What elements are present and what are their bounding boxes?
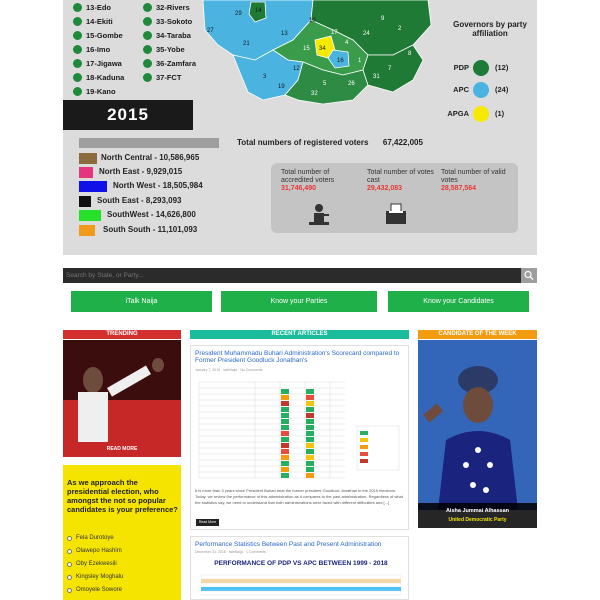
total-voters-label <box>237 138 423 147</box>
candidate-image[interactable] <box>418 340 537 510</box>
election-year: 2015 <box>107 105 149 124</box>
state-label: 14-Ekiti <box>86 17 113 26</box>
candidate-name: Aisha Jummai Alhassan <box>445 508 510 514</box>
year-banner <box>63 100 193 130</box>
state-label: 16-Imo <box>86 45 111 54</box>
read-more-button[interactable]: READ MORE <box>102 445 142 454</box>
poll-option-label: Omoyele Sowore <box>76 587 123 593</box>
search-bar <box>63 268 537 283</box>
poll-option-label: Kingsley Moghalu <box>76 574 124 580</box>
state-label: 17-Jigawa <box>86 59 122 68</box>
stat-value: 31,746,490 <box>281 185 317 192</box>
state-dot <box>73 59 82 68</box>
map-number: 26 <box>348 81 355 87</box>
article-excerpt: It is more than 3 years since President Buhari beat the former president Goodluck Jonathan in the 2015 elections. Today, we review the performance of this administration as it compares to the past administration. Regardless of what the statistics say, we need to understand that both administrations were faced with different difficulties and [...] <box>195 488 403 505</box>
party-count: (12) <box>495 63 509 72</box>
stat-votes-cast <box>367 169 447 193</box>
map-number: 16 <box>337 58 344 64</box>
radio-icon[interactable] <box>67 588 72 593</box>
article-meta: January 7, 2019 · iwieNaija · No Comments <box>195 368 263 372</box>
nav-know-your-parties-button[interactable]: Know your Parties <box>221 291 377 312</box>
performance-table-image <box>201 569 401 599</box>
poll-option-label: Olawepo Hashim <box>76 548 122 554</box>
party-count: (24) <box>495 85 509 94</box>
state-dot <box>143 17 152 26</box>
state-dot <box>143 31 152 40</box>
map-number: 17 <box>331 30 338 36</box>
trending-photo <box>63 340 181 457</box>
governor-party-apc <box>443 82 537 98</box>
governors-title: Governors by party affiliation <box>453 20 527 38</box>
state-label: 34-Taraba <box>156 31 191 40</box>
map-number: 2 <box>398 26 402 32</box>
region-swatch <box>79 196 91 207</box>
region-label: North East - 9,929,015 <box>99 167 183 176</box>
map-number: 1 <box>358 58 362 64</box>
performance-table-title: PERFORMANCE OF PDP VS APC BETWEEN 1999 - 2018 <box>214 560 388 567</box>
governor-party-pdp <box>443 60 537 76</box>
candidate-party: United Democratic Party <box>448 517 507 523</box>
article-card <box>190 536 409 600</box>
article-card <box>190 345 409 530</box>
region-swatch <box>79 210 101 221</box>
election-infographic <box>63 0 537 255</box>
map-number: 24 <box>363 31 370 37</box>
poll-card <box>63 465 181 600</box>
vote-stats-box <box>271 163 518 233</box>
radio-icon[interactable] <box>67 562 72 567</box>
state-dot <box>143 59 152 68</box>
nigeria-map <box>193 0 433 105</box>
state-dot <box>73 3 82 12</box>
map-number: 31 <box>373 74 380 80</box>
stat-label: Total number of votes cast <box>367 169 434 184</box>
article-title-link[interactable]: President Muhammadu Buhari Administration's Scorecard compared to Former President Goodluck Jonathan's <box>195 350 400 364</box>
radio-icon[interactable] <box>67 575 72 580</box>
poll-option-label: Fela Durotoye <box>76 535 114 541</box>
state-dot <box>73 45 82 54</box>
map-number: 21 <box>243 41 250 47</box>
map-number: 5 <box>323 81 327 87</box>
stat-label: Total number of valid votes <box>441 169 506 184</box>
region-label: North West - 18,505,984 <box>113 181 203 190</box>
map-number: 34 <box>319 46 326 52</box>
state-dot <box>73 17 82 26</box>
poll-option-label: Oby Ezekwesili <box>76 561 117 567</box>
total-voters-bar <box>79 138 219 148</box>
region-label: North Central - 10,586,965 <box>101 153 200 162</box>
stat-label: Total number of accredited voters <box>281 169 335 184</box>
state-dot <box>73 87 82 96</box>
article-meta: December 31, 2018 · iwieNaija · 1 Comments <box>195 550 266 554</box>
map-number: 19 <box>278 84 285 90</box>
state-label: 15-Gombe <box>86 31 123 40</box>
poll-question: As we approach the presidential election, who amongst the not so popular candidates is your preference? <box>67 478 178 514</box>
article-title-link[interactable]: Performance Statistics Between Past and Present Administration <box>195 541 382 548</box>
state-label: 36-Zamfara <box>156 59 197 68</box>
search-button[interactable] <box>521 268 537 283</box>
scorecard-table-image <box>195 376 405 486</box>
recent-articles-header: RECENT ARTICLES <box>190 330 409 339</box>
region-swatch <box>79 167 93 178</box>
region-label: SouthWest - 14,626,800 <box>107 210 196 219</box>
map-number: 4 <box>345 40 349 46</box>
read-more-button[interactable]: Read More <box>196 519 219 526</box>
state-dot <box>143 45 152 54</box>
stat-valid-votes <box>441 169 521 193</box>
search-input[interactable] <box>63 268 519 283</box>
map-number: 7 <box>388 66 392 72</box>
radio-icon[interactable] <box>67 536 72 541</box>
state-label: 37-FCT <box>156 73 182 82</box>
region-swatch <box>79 225 95 236</box>
ballot-box-icon <box>383 201 409 227</box>
state-dot <box>143 73 152 82</box>
map-number: 8 <box>408 51 412 57</box>
state-label: 35-Yobe <box>156 45 185 54</box>
trending-header: TRENDING <box>63 330 181 339</box>
total-voters-text: Total numbers of registered voters <box>237 138 369 147</box>
state-dot <box>73 73 82 82</box>
trending-image[interactable] <box>63 340 181 457</box>
radio-icon[interactable] <box>67 549 72 554</box>
party-color-dot <box>473 60 489 76</box>
region-swatch <box>79 181 107 192</box>
governor-party-apga <box>443 106 537 122</box>
state-label: 19-Kano <box>86 87 116 96</box>
map-number: 12 <box>293 66 300 72</box>
party-color-dot <box>473 82 489 98</box>
region-swatch <box>79 153 97 164</box>
state-dot <box>73 31 82 40</box>
nav-know-your-candidates-button[interactable]: Know your Candidates <box>388 291 529 312</box>
party-color-dot <box>473 106 489 122</box>
state-label: 13-Edo <box>86 3 112 12</box>
stat-value: 29,432,083 <box>367 185 403 192</box>
search-icon <box>521 268 537 283</box>
map-number: 15 <box>303 46 310 52</box>
voter-icon <box>305 201 333 229</box>
map-number: 10 <box>309 18 316 24</box>
total-voters-value: 67,422,005 <box>382 138 423 147</box>
candidate-caption <box>418 503 537 528</box>
region-label: South South - 11,101,093 <box>103 225 198 234</box>
state-label: 33-Sokoto <box>156 17 193 26</box>
candidate-header: CANDIDATE OF THE WEEK <box>418 330 537 339</box>
map-number: 14 <box>255 8 262 14</box>
map-number: 13 <box>281 31 288 37</box>
region-label: South East - 8,293,093 <box>97 196 182 205</box>
state-label: 18-Kaduna <box>86 73 125 82</box>
party-name: APGA <box>447 109 469 118</box>
map-number: 3 <box>263 74 267 80</box>
map-number: 27 <box>207 28 214 34</box>
map-number: 9 <box>381 16 385 22</box>
party-name: PDP <box>453 63 469 72</box>
party-name: APC <box>453 85 469 94</box>
map-number: 32 <box>311 91 318 97</box>
nav-italk-naija-button[interactable]: iTalk Naija <box>71 291 212 312</box>
state-dot <box>143 3 152 12</box>
stat-accredited-voters <box>281 169 361 193</box>
map-number: 29 <box>235 11 242 17</box>
party-count: (1) <box>495 109 505 118</box>
state-label: 32-Rivers <box>156 3 190 12</box>
stat-value: 28,587,564 <box>441 185 477 192</box>
candidate-photo <box>418 340 537 510</box>
